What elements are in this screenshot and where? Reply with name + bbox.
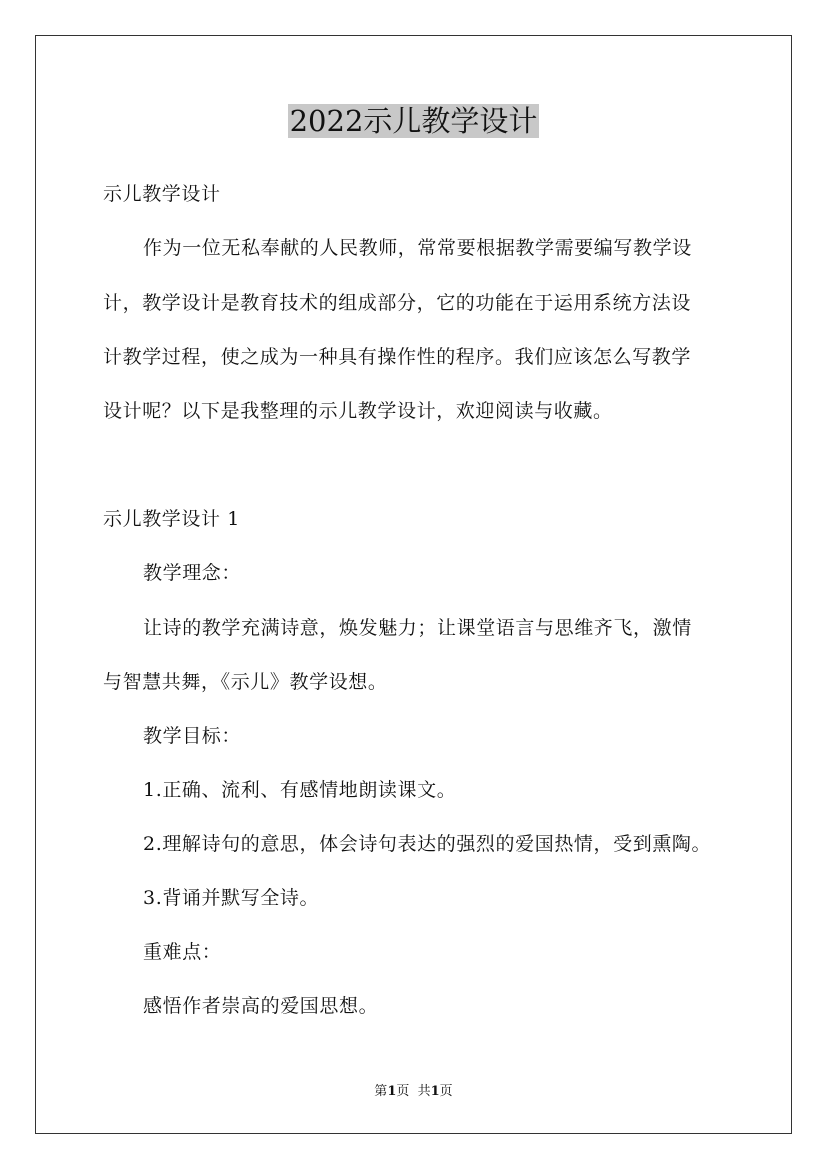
concept-label: 教学理念： xyxy=(143,562,242,584)
document-title-text: 2022示儿教学设计 xyxy=(289,104,538,138)
footer-mid: 页 共 xyxy=(396,1084,431,1099)
footer-suffix: 页 xyxy=(439,1084,453,1099)
footer-prefix: 第 xyxy=(374,1084,388,1099)
footer-page-number: 1 xyxy=(387,1084,397,1099)
intro-line-4: 设计呢？以下是我整理的示儿教学设计，欢迎阅读与收藏。 xyxy=(103,400,613,422)
intro-line-3: 计教学过程，使之成为一种具有操作性的程序。我们应该怎么写教学 xyxy=(103,346,692,368)
document-subtitle: 示儿教学设计 xyxy=(103,183,221,205)
footer-page-total: 1 xyxy=(430,1084,440,1099)
goal-item-1: 1.正确、流利、有感情地朗读课文。 xyxy=(143,779,457,801)
page-footer xyxy=(0,1083,827,1101)
goal-item-3: 3.背诵并默写全诗。 xyxy=(143,887,320,909)
concept-line-1: 让诗的教学充满诗意，焕发魅力；让课堂语言与思维齐飞，激情 xyxy=(143,617,692,639)
intro-line-2: 计，教学设计是教育技术的组成部分，它的功能在于运用系统方法设 xyxy=(103,292,692,314)
goal-item-2: 2.理解诗句的意思，体会诗句表达的强烈的爱国热情，受到熏陶。 xyxy=(143,833,712,855)
document-title xyxy=(0,101,827,141)
intro-line-1: 作为一位无私奉献的人民教师，常常要根据教学需要编写教学设 xyxy=(143,237,692,259)
section-heading: 示儿教学设计 1 xyxy=(103,508,240,530)
goals-label: 教学目标： xyxy=(143,725,242,747)
key-points-text: 感悟作者崇高的爱国思想。 xyxy=(143,995,379,1017)
key-points-label: 重难点： xyxy=(143,941,222,963)
concept-line-2: 与智慧共舞，《示儿》教学设想。 xyxy=(103,671,388,693)
